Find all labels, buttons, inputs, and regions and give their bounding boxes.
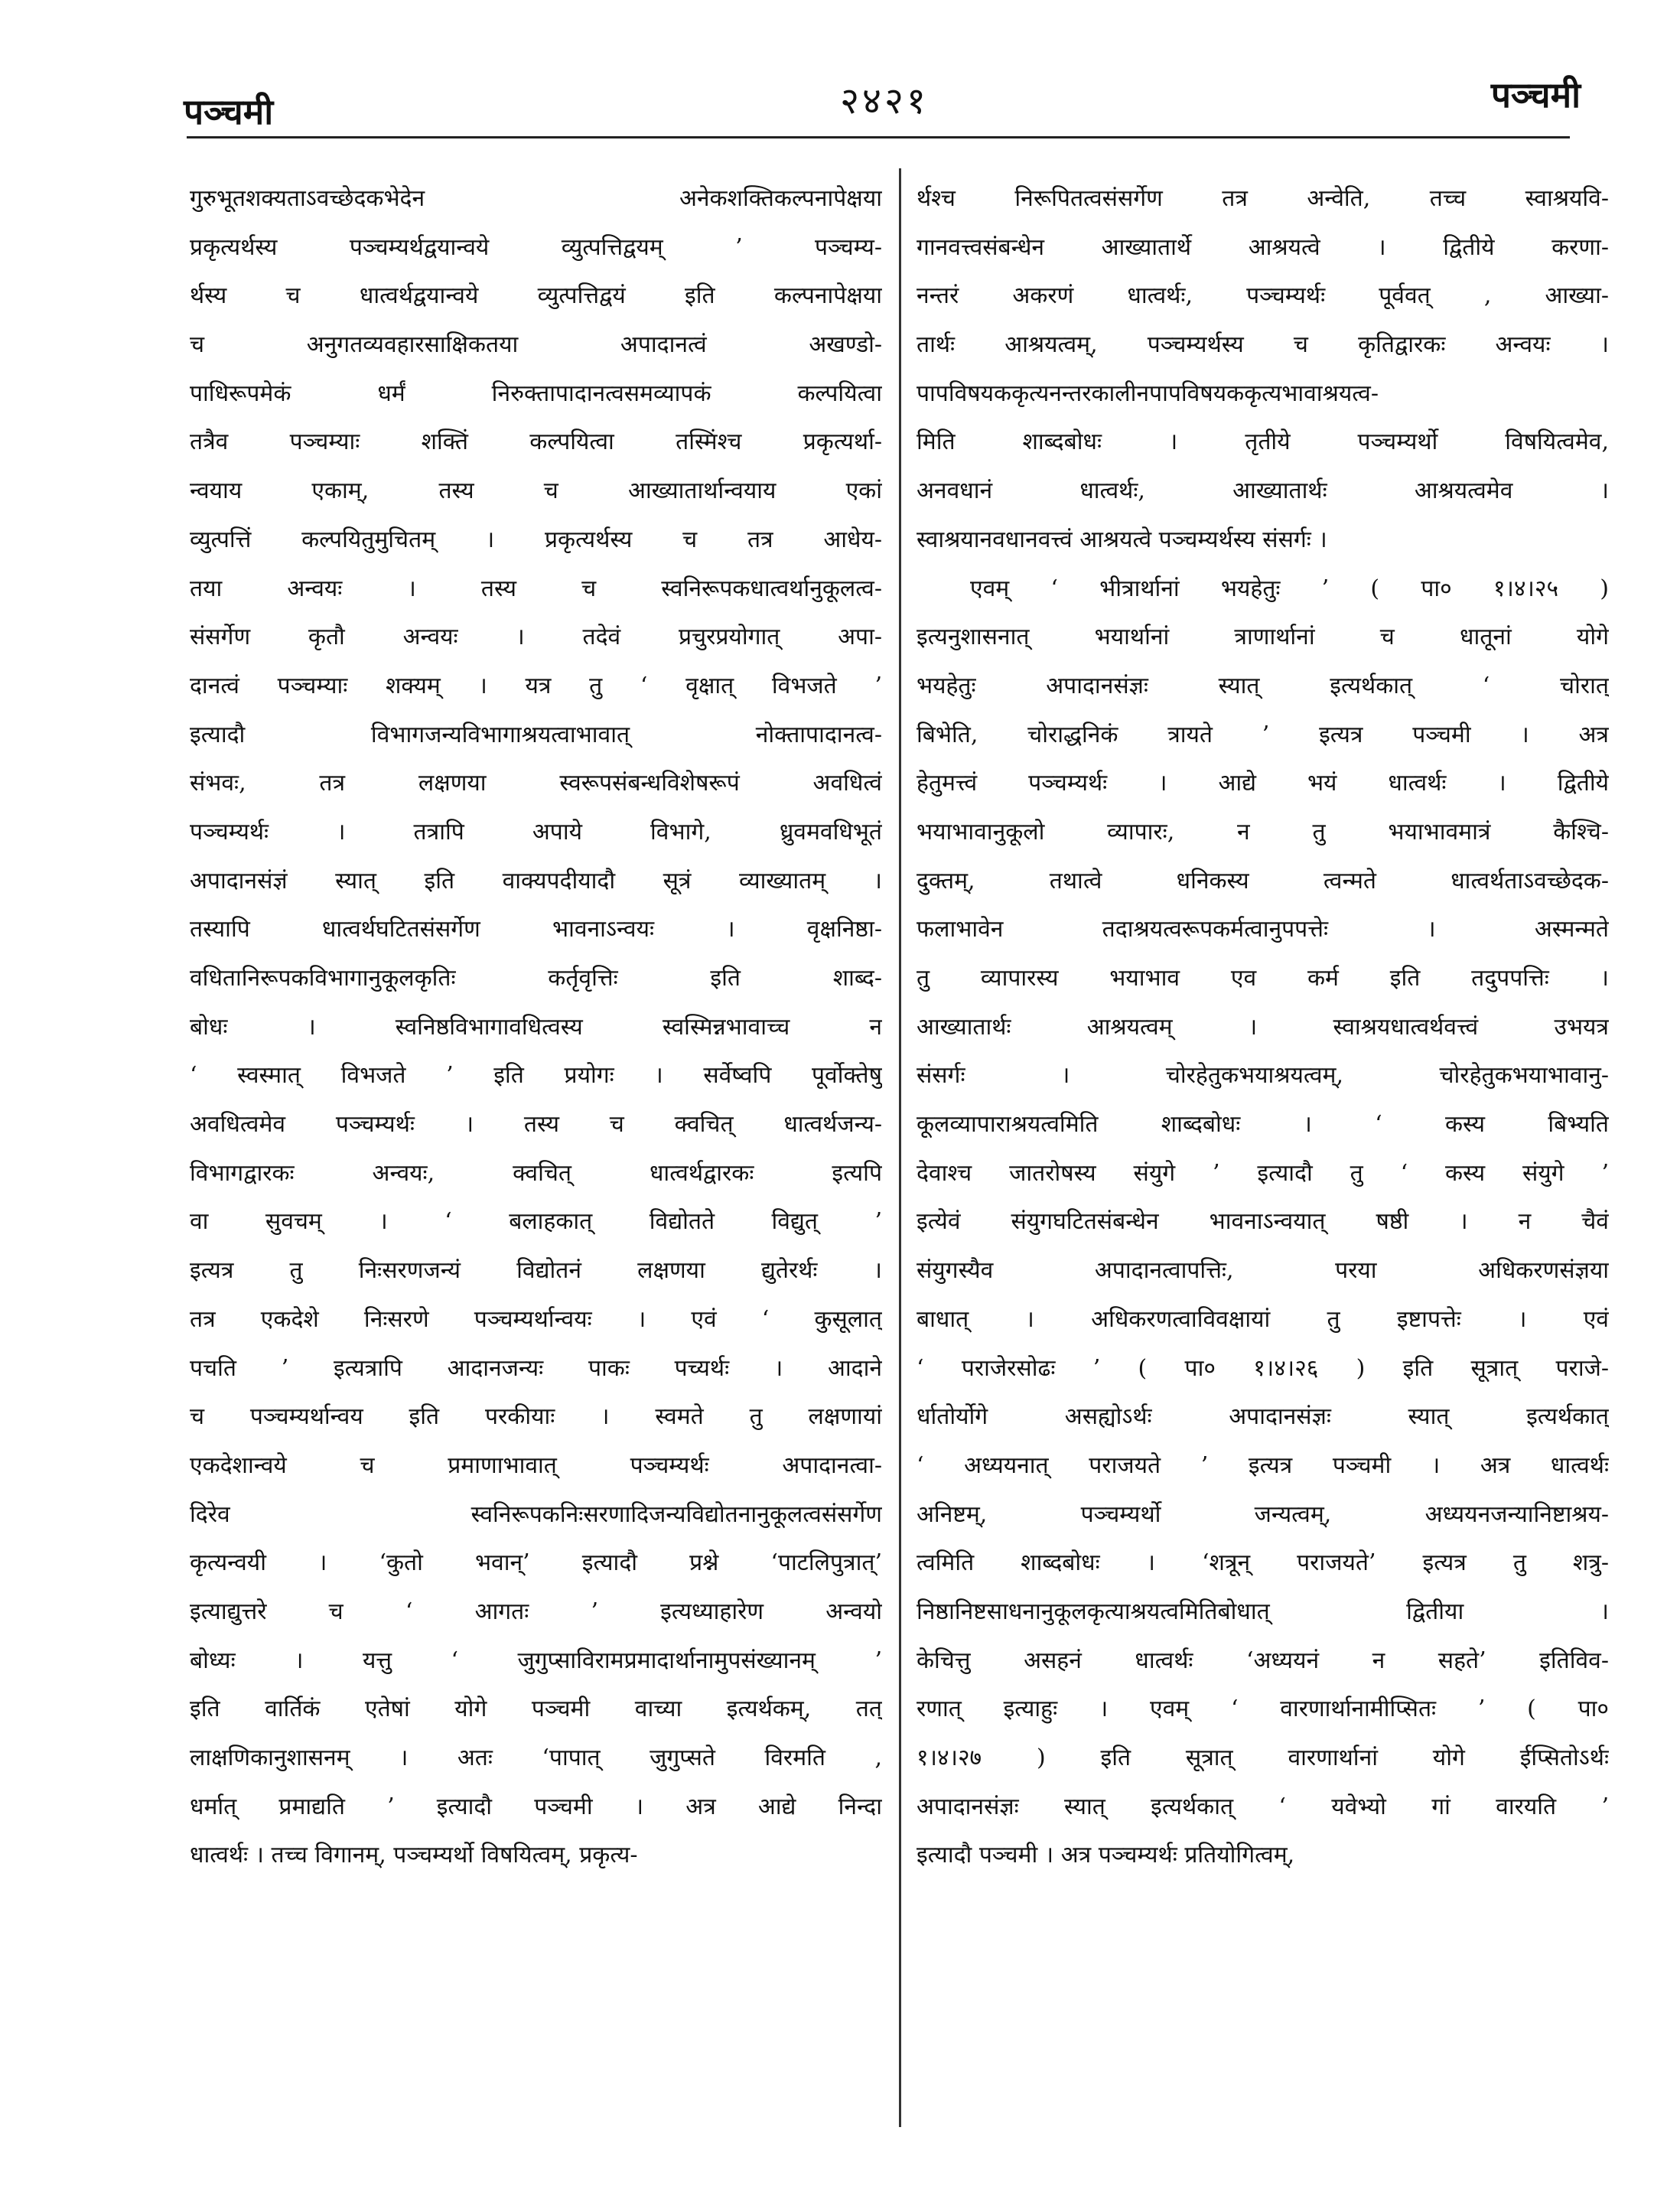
header-rule — [187, 136, 1570, 138]
text-line: गुरुभूतशक्यताऽवच्छेदकभेदेन अनेकशक्तिकल्पनापेक्षया — [190, 185, 882, 212]
text-line: ‘ पराजेरसोढः ’ ( पा० १।४।२६ ) इति सूत्रात् पराजे- — [917, 1354, 1609, 1382]
text-line: गानवत्त्वसंबन्धेन आख्यातार्थे आश्रयत्वे । द्वितीये करणा- — [917, 233, 1609, 261]
text-line: पञ्चम्यर्थः । तत्रापि अपाये विभागे, ध्रुवमवधिभूतं — [190, 818, 882, 845]
text-line: प्रकृत्यर्थस्य पञ्चम्यर्थद्वयान्वये व्युत्पत्तिद्वयम् ’ पञ्चम्य- — [190, 233, 882, 261]
text-line: धर्मात् प्रमाद्यति ’ इत्यादौ पञ्चमी । अत्र आद्ये निन्दा — [190, 1793, 882, 1820]
text-line: अवधित्वमेव पञ्चम्यर्थः । तस्य च क्वचित् धात्वर्थजन्य- — [190, 1111, 882, 1139]
text-line: पापविषयककृत्यनन्तरकालीनपापविषयककृत्यभावाश्रयत्व- — [917, 380, 1379, 407]
text-line: र्थस्य च धात्वर्थद्वयान्वये व्युत्पत्तिद्वयं इति कल्पनापेक्षया — [190, 282, 882, 310]
text-line: तत्र एकदेशे निःसरणे पञ्चम्यर्थान्वयः । एवं ‘ कुसूलात् — [190, 1305, 882, 1333]
text-line: व्युत्पत्तिं कल्पयितुमुचितम् । प्रकृत्यर्थस्य च तत्र आधेय- — [190, 526, 882, 553]
text-line: इत्येवं संयुगघटितसंबन्धेन भावनाऽन्वयात् षष्ठी । न चैवं — [917, 1208, 1609, 1236]
text-line: संयुगस्यैव अपादानत्वापत्तिः, परया अधिकरणसंज्ञया — [917, 1257, 1609, 1285]
text-line: तस्यापि धात्वर्थघटितसंसर्गेण भावनाऽन्वयः । वृक्षनिष्ठा- — [190, 916, 882, 943]
text-line: भयाभावानुकूलो व्यापारः, न तु भयाभावमात्रं कैश्चि- — [917, 818, 1609, 845]
text-line: पाधिरूपमेकं धर्मं निरुक्तापादानत्वसमव्यापकं कल्पयित्वा — [190, 380, 882, 407]
text-line: विभागद्वारकः अन्वयः, क्वचित् धात्वर्थद्वारकः इत्यपि — [190, 1159, 882, 1187]
text-line: देवाश्च जातरोषस्य संयुगे ’ इत्यादौ तु ‘ कस्य संयुगे ’ — [917, 1159, 1609, 1187]
text-line: इत्यादौ विभागजन्यविभागाश्रयत्वाभावात् नोक्तापादानत्व- — [190, 721, 882, 748]
text-line: न्वयाय एकाम्, तस्य च आख्यातार्थान्वयाय एकां — [190, 477, 882, 505]
text-line: लाक्षणिकानुशासनम् । अतः ‘पापात् जुगुप्सते विरमति , — [190, 1745, 882, 1771]
text-line: आख्यातार्थः आश्रयत्वम् । स्वाश्रयधात्वर्थवत्त्वं उभयत्र — [917, 1013, 1609, 1041]
text-line: तत्रैव पञ्चम्याः शक्तिं कल्पयित्वा तस्मिंश्च प्रकृत्यर्था- — [190, 428, 882, 456]
text-line: अपादानसंज्ञं स्यात् इति वाक्यपदीयादौ सूत्रं व्याख्यातम् । — [190, 867, 882, 894]
text-line: हेतुमत्त्वं पञ्चम्यर्थः । आद्ये भयं धात्वर्थः । द्वितीये — [917, 770, 1609, 797]
text-line: रणात् इत्याहुः । एवम् ‘ वारणार्थानामीप्सितः ’ ( पा० — [917, 1696, 1609, 1723]
text-line: एवम् ‘ भीत्रार्थानां भयहेतुः ’ ( पा० १।४।२५ ) — [970, 575, 1609, 602]
text-line: स्वाश्रयानवधानवत्त्वं आश्रयत्वे पञ्चम्यर्थस्य संसर्गः । — [917, 526, 1327, 553]
text-line: बोध्यः । यत्तु ‘ जुगुप्साविरामप्रमादार्थानामुपसंख्यानम् ’ — [190, 1647, 882, 1674]
left-column — [190, 174, 882, 1880]
text-line: अनिष्टम्, पञ्चम्यर्थो जन्यत्वम्, अध्ययनजन्यानिष्टाश्रय- — [917, 1500, 1609, 1528]
text-line: इत्यादौ पञ्चमी । अत्र पञ्चम्यर्थः प्रतियोगित्वम्, — [917, 1842, 1295, 1869]
text-line: दुक्तम्, तथात्वे धनिकस्य त्वन्मते धात्वर्थताऽवच्छेदक- — [917, 867, 1609, 894]
text-line: र्थश्च निरूपितत्वसंसर्गेण तत्र अन्वेति, तच्च स्वाश्रयवि- — [917, 185, 1609, 212]
page-header — [184, 60, 1585, 136]
text-line: दिरेव स्वनिरूपकनिःसरणादिजन्यविद्योतनानुकूलत्वसंसर्गेण — [190, 1500, 882, 1528]
text-line: इति वार्तिकं एतेषां योगे पञ्चमी वाच्या इत्यर्थकम्, तत् — [190, 1696, 882, 1723]
text-line: अपादानसंज्ञः स्यात् इत्यर्थकात् ‘ यवेभ्यो गां वारयति ’ — [917, 1793, 1609, 1820]
text-line: धात्वर्थः । तच्च विगानम्, पञ्चम्यर्थो विषयित्वम्, प्रकृत्य- — [190, 1842, 638, 1869]
text-line: संसर्गेण कृतौ अन्वयः । तदेवं प्रचुरप्रयोगात् अपा- — [190, 624, 882, 651]
text-line: संसर्गः । चोरहेतुकभयाश्रयत्वम्, चोरहेतुकभयाभावानु- — [917, 1062, 1609, 1090]
text-line: तया अन्वयः । तस्य च स्वनिरूपकधात्वर्थानुकूलत्व- — [190, 575, 882, 602]
text-line: इत्यनुशासनात् भयार्थानां त्राणार्थानां च धातूनां योगे — [917, 624, 1609, 651]
text-line: नन्तरं अकरणं धात्वर्थः, पञ्चम्यर्थः पूर्ववत् , आख्या- — [917, 282, 1609, 310]
text-line: च अनुगतव्यवहारसाक्षिकतया अपादानत्वं अखण्डो- — [190, 331, 882, 359]
column-divider — [899, 168, 901, 2127]
text-line: च पञ्चम्यर्थान्वय इति परकीयाः । स्वमते तु लक्षणायां — [190, 1403, 882, 1431]
running-title-left: पञ्चमी — [184, 91, 274, 132]
text-line: इत्याद्युत्तरे च ‘ आगतः ’ इत्यध्याहारेण अन्वयो — [190, 1598, 882, 1625]
text-line: वधितानिरूपकविभागानुकूलकृतिः कर्तृवृत्तिः इति शाब्द- — [190, 965, 882, 992]
text-line: संभवः, तत्र लक्षणया स्वरूपसंबन्धविशेषरूपं अवधित्वं — [190, 770, 882, 797]
text-line: वा सुवचम् । ‘ बलाहकात् विद्योतते विद्युत् ’ — [190, 1208, 882, 1236]
text-line: र्धातोर्योगे असह्योऽर्थः अपादानसंज्ञः स्यात् इत्यर्थकात् — [917, 1403, 1609, 1431]
text-line: ‘ स्वस्मात् विभजते ’ इति प्रयोगः । सर्वेष्वपि पूर्वोक्तेषु — [190, 1062, 882, 1090]
text-line: कृत्यन्वयी । ‘कुतो भवान्’ इत्यादौ प्रश्ने ‘पाटलिपुत्रात्’ — [190, 1549, 882, 1577]
text-line: ‘ अध्ययनात् पराजयते ’ इत्यत्र पञ्चमी । अत्र धात्वर्थः — [917, 1451, 1609, 1479]
text-line: केचित्तु असहनं धात्वर्थः ‘अध्ययनं न सहते’ इतिविव- — [917, 1647, 1609, 1674]
text-line: दानत्वं पञ्चम्याः शक्यम् । यत्र तु ‘ वृक्षात् विभजते ’ — [190, 672, 882, 699]
text-line: १।४।२७ ) इति सूत्रात् वारणार्थानां योगे ईप्सितोऽर्थः — [917, 1745, 1609, 1771]
text-line: निष्ठानिष्टसाधनानुकूलकृत्याश्रयत्वमितिबोधात् द्वितीया । — [917, 1598, 1609, 1625]
text-line: फलाभावेन तदाश्रयत्वरूपकर्मत्वानुपपत्तेः । अस्मन्मते — [917, 916, 1609, 943]
text-line: बाधात् । अधिकरणत्वाविवक्षायां तु इष्टापत्तेः । एवं — [917, 1305, 1609, 1333]
text-line: मिति शाब्दबोधः । तृतीये पञ्चम्यर्थो विषयित्वमेव, — [917, 428, 1609, 456]
page-number: २४२१ — [840, 80, 929, 122]
running-title-right: पञ्चमी — [1490, 74, 1581, 116]
text-line: भयहेतुः अपादानसंज्ञः स्यात् इत्यर्थकात् ‘ चोरात् — [917, 672, 1609, 699]
text-line: अनवधानं धात्वर्थः, आख्यातार्थः आश्रयत्वमेव । — [917, 477, 1609, 505]
text-line: कूलव्यापाराश्रयत्वमिति शाब्दबोधः । ‘ कस्य बिभ्यति — [917, 1111, 1609, 1139]
text-line: एकदेशान्वये च प्रमाणाभावात् पञ्चम्यर्थः अपादानत्वा- — [190, 1451, 882, 1479]
text-line: इत्यत्र तु निःसरणजन्यं विद्योतनं लक्षणया द्युतेरर्थः । — [190, 1257, 882, 1285]
right-column — [917, 174, 1609, 1880]
text-line: बोधः । स्वनिष्ठविभागावधित्वस्य स्वस्मिन्नभावाच्च न — [190, 1013, 882, 1041]
text-line: पचति ’ इत्यत्रापि आदानजन्यः पाकः पच्यर्थः । आदाने — [190, 1354, 882, 1382]
text-line: त्वमिति शाब्दबोधः । ‘शत्रून् पराजयते’ इत्यत्र तु शत्रु- — [917, 1549, 1609, 1577]
text-line: तु व्यापारस्य भयाभाव एव कर्म इति तदुपपत्तिः । — [917, 965, 1609, 992]
text-line: बिभेति, चोराद्धनिकं त्रायते ’ इत्यत्र पञ्चमी । अत्र — [917, 721, 1609, 748]
text-line: तार्थः आश्रयत्वम्, पञ्चम्यर्थस्य च कृतिद्वारकः अन्वयः । — [917, 331, 1609, 359]
